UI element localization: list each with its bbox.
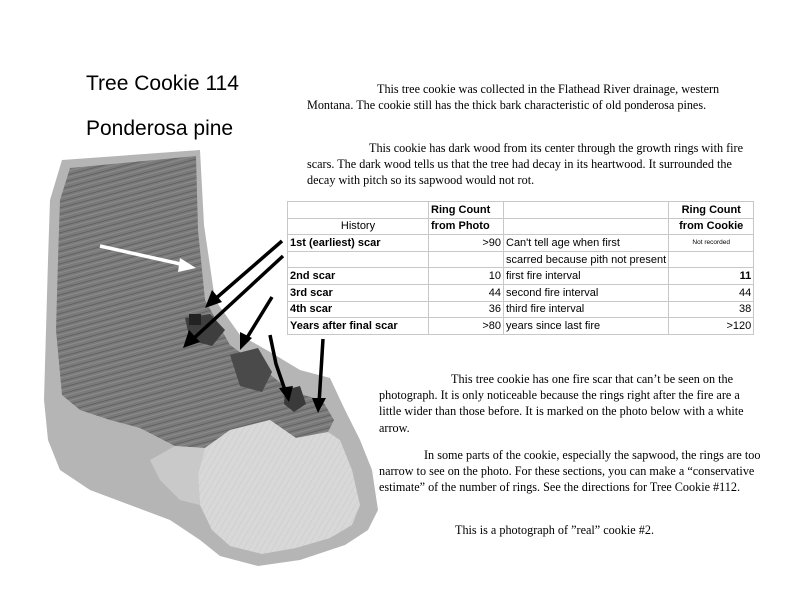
cookie-sapwood <box>198 420 360 554</box>
species-name: Ponderosa pine <box>86 117 234 140</box>
table-row: 4th scar 36 third fire interval 38 <box>288 301 754 318</box>
page-title: Tree Cookie 114 <box>86 72 239 95</box>
table-row: Years after final scar >80 years since last fire >120 <box>288 318 754 335</box>
table-header-row: History from Photo from Cookie <box>288 218 754 235</box>
intro-paragraph <box>307 81 747 113</box>
estimate-text: In some parts of the cookie, especially the sapwood, the rings are too narrow to see on the photo. For these sections, you can make a “conservative estimate” of the number of rings. See the directions for Tree Cookie #112. <box>379 448 761 495</box>
heartwood-paragraph <box>307 140 747 189</box>
table-row: 2nd scar 10 first fire interval 11 <box>288 268 754 285</box>
table-row: 1st (earliest) scar >90 Can't tell age when first Not recorded <box>288 235 754 252</box>
intro-text: This tree cookie was collected in the Flathead River drainage, western Montana. The cookie still has the thick bark characteristic of old ponderosa pines. <box>307 82 720 113</box>
table-row: 3rd scar 44 second fire interval 44 <box>288 284 754 301</box>
fire-history-table <box>287 201 754 335</box>
estimate-paragraph <box>379 447 764 496</box>
table-header-row: Ring Count Ring Count <box>288 202 754 219</box>
hidden-scar-text: This tree cookie has one fire scar that can’t be seen on the photograph. It is only noticeable because the rings right after the fire are a little wider than those before. It is marked on the photo below with a white arrow. <box>379 372 744 435</box>
heartwood-text: This cookie has dark wood from its center through the growth rings with fire scars. The dark wood tells us that the tree had decay in its heartwood. It surrounded the decay with pitch so its sapwood would not rot. <box>307 141 744 188</box>
table-row: scarred because pith not present <box>288 251 754 268</box>
photo-caption: This is a photograph of ”real” cookie #2. <box>455 523 654 537</box>
hidden-scar-paragraph <box>379 371 764 436</box>
